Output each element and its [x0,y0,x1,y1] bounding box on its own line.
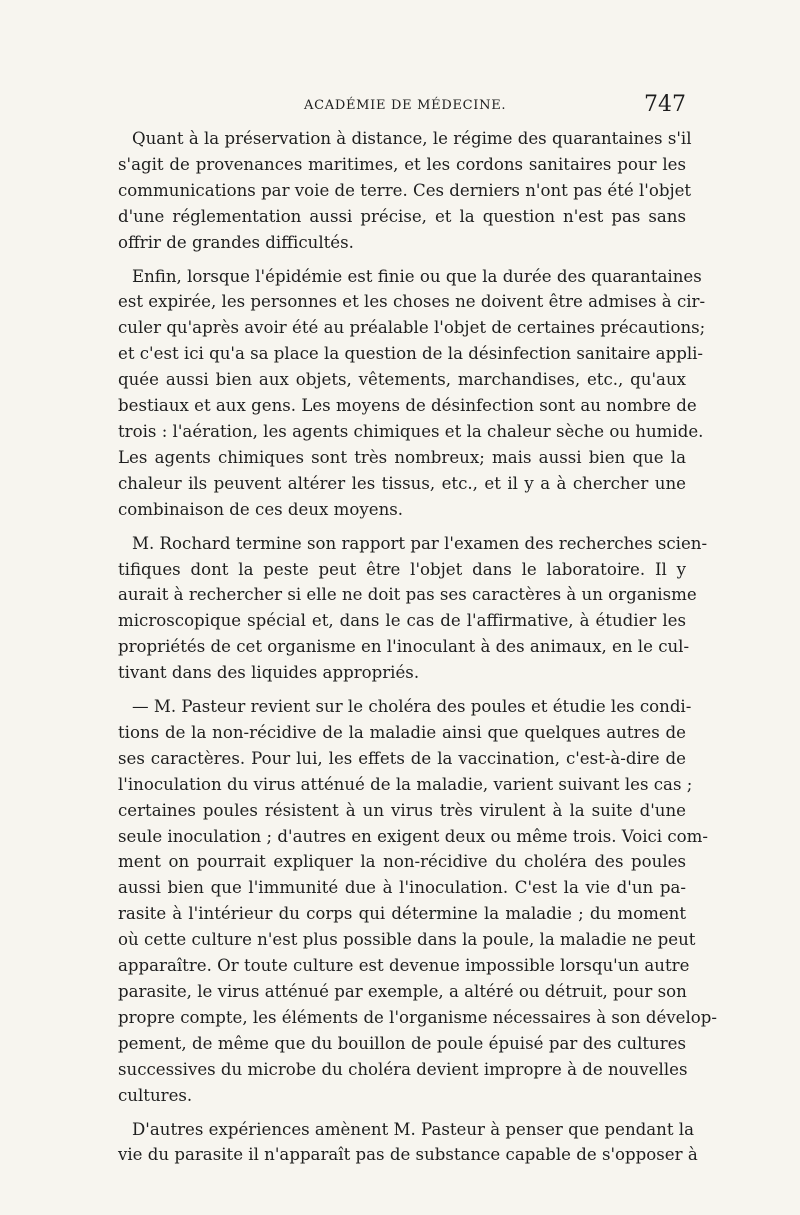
text-line: parasite, le virus atténué par exemple, a altéré ou détruit, pour son [118,982,687,1001]
text-line: tifiques dont la peste peut être l'objet dans le laboratoire. Il y [118,559,686,579]
text-line: certaines poules résistent à un virus très virulent à la suite d'une [118,800,686,820]
text-line: — M. Pasteur revient sur le choléra des poules et étudie les condi- [132,697,692,717]
text-line: culer qu'après avoir été au préalable l'objet de certaines précautions; [118,318,706,338]
text-line: microscopique spécial et, dans le cas de l'affirmative, à étudier les [118,611,686,631]
text-line: où cette culture n'est plus possible dans la poule, la maladie ne peut [118,930,696,950]
text-line: ses caractères. Pour lui, les effets de la vaccination, c'est-à-dire de [118,748,686,768]
text-line: Quant à la préservation à distance, le régime des quarantaines s'il [132,129,692,148]
text-line: d'une réglementation aussi précise, et la question n'est pas sans [118,206,686,226]
text-line: Enfin, lorsque l'épidémie est finie ou que la durée des quarantaines [132,266,702,286]
text-line: offrir de grandes difficultés. [118,232,354,252]
text-line: l'inoculation du virus atténué de la maladie, varient suivant les cas ; [118,774,693,794]
body-text [118,126,717,1168]
page-header [118,92,686,126]
paragraph [118,531,708,686]
text-line: chaleur ils peuvent altérer les tissus, etc., et il y a à chercher une [118,473,686,493]
text-line: est expirée, les personnes et les choses ne doivent être admises à cir- [118,292,706,312]
text-line: communications par voie de terre. Ces derniers n'ont pas été l'objet [118,180,692,200]
text-line: s'agit de provenances maritimes, et les cordons sanitaires pour les [118,154,686,174]
text-line: apparaître. Or toute culture est devenue impossible lorsqu'un autre [118,956,690,976]
text-line: aurait à rechercher si elle ne doit pas ses caractères à un organisme [118,585,697,605]
text-line: seule inoculation ; d'autres en exigent deux ou même trois. Voici com- [118,826,709,846]
text-line: quée aussi bien aux objets, vêtements, marchandises, etc., qu'aux [118,370,686,390]
paragraph [118,126,692,256]
text-line: pement, de même que du bouillon de poule épuisé par des cultures [118,1033,686,1053]
paragraph [118,1117,698,1169]
running-title: ACADÉMIE DE MÉDECINE. [304,98,507,113]
text-line: D'autres expériences amènent M. Pasteur à penser que pendant la [132,1119,694,1139]
text-line: et c'est ici qu'a sa place la question de la désinfection sanitaire appli- [118,344,704,364]
text-line: combinaison de ces deux moyens. [118,499,404,519]
text-line: Les agents chimiques sont très nombreux; mais aussi bien que la [118,447,686,467]
text-line: vie du parasite il n'apparaît pas de substance capable de s'opposer à [118,1145,698,1165]
text-line: aussi bien que l'immunité due à l'inoculation. C'est la vie d'un pa- [118,878,686,898]
text-line: propriétés de cet organisme en l'inoculant à des animaux, en le cul- [118,637,690,657]
book-page [118,92,717,1168]
text-line: tions de la non-récidive de la maladie ainsi que quelques autres de [118,722,686,742]
text-line: propre compte, les éléments de l'organisme nécessaires à son dévelop- [118,1007,717,1027]
paragraph [118,694,717,1109]
text-line: tivant dans des liquides appropriés. [118,663,420,683]
text-line: ment on pourrait expliquer la non-récidive du choléra des poules [118,852,686,872]
page-number: 747 [644,92,686,117]
text-line: bestiaux et aux gens. Les moyens de désinfection sont au nombre de [118,396,697,416]
text-line: successives du microbe du choléra devient impropre à de nouvelles [118,1059,688,1079]
text-line: M. Rochard termine son rapport par l'examen des recherches scien- [132,533,708,553]
paragraph [118,264,706,523]
text-line: trois : l'aération, les agents chimiques et la chaleur sèche ou humide. [118,421,704,441]
text-line: rasite à l'intérieur du corps qui détermine la maladie ; du moment [118,904,686,924]
text-line: cultures. [118,1085,193,1105]
